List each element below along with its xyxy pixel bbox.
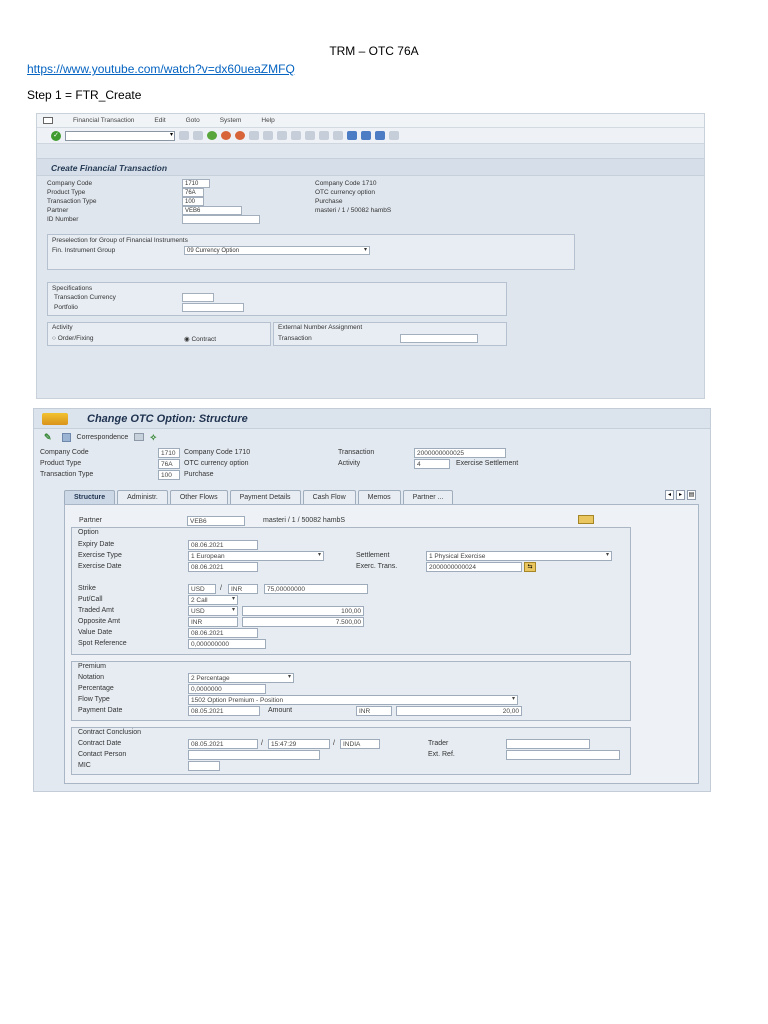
contract-date-separator: / bbox=[261, 740, 263, 747]
print-icon[interactable] bbox=[249, 131, 259, 140]
step-text: Step 1 = FTR_Create bbox=[27, 88, 142, 102]
tab-payment-details[interactable]: Payment Details bbox=[230, 490, 301, 504]
partner-value[interactable]: VEB6 bbox=[187, 516, 245, 526]
tab-memos[interactable]: Memos bbox=[358, 490, 401, 504]
partner-details-icon[interactable] bbox=[578, 515, 594, 524]
company-code-desc: Company Code 1710 bbox=[315, 180, 377, 187]
correspondence-icon[interactable] bbox=[62, 433, 71, 442]
partner-desc: masteri / 1 / 50082 hambS bbox=[315, 207, 392, 214]
external-number-title: External Number Assignment bbox=[278, 324, 363, 331]
activity-desc: Exercise Settlement bbox=[456, 460, 519, 467]
notation-select[interactable] bbox=[188, 673, 294, 683]
partner-desc: masteri / 1 / 50082 hambS bbox=[263, 517, 346, 524]
company-code-label: Company Code bbox=[40, 449, 89, 456]
first-page-icon[interactable] bbox=[291, 131, 301, 140]
menu-goto[interactable]: Goto bbox=[185, 117, 200, 124]
chevron-down-icon: ▾ bbox=[287, 674, 291, 680]
menu-edit[interactable]: Edit bbox=[154, 117, 166, 124]
transaction-label: Transaction bbox=[338, 449, 375, 456]
transaction-type-desc: Purchase bbox=[315, 198, 343, 205]
settings-icon[interactable]: ⟡ bbox=[150, 431, 157, 442]
put-call-value: 2 Call bbox=[191, 597, 208, 604]
find-next-icon[interactable] bbox=[277, 131, 287, 140]
value-date-input[interactable]: 08.06.2021 bbox=[188, 628, 258, 638]
back-navigation-icon[interactable] bbox=[207, 131, 217, 140]
next-page-icon[interactable] bbox=[319, 131, 329, 140]
contact-person-input[interactable] bbox=[188, 750, 320, 760]
exercise-type-value: 1 European bbox=[191, 553, 225, 560]
contact-person-label: Contact Person bbox=[78, 751, 127, 758]
opposite-amt-label: Opposite Amt bbox=[78, 618, 121, 625]
tab-cash-flow[interactable]: Cash Flow bbox=[303, 490, 356, 504]
partner-label: Partner bbox=[47, 207, 69, 214]
chevron-down-icon: ▾ bbox=[605, 552, 609, 558]
amount-currency-input[interactable]: INR bbox=[356, 706, 392, 716]
option-title: Option bbox=[78, 529, 99, 536]
transaction-type-label: Transaction Type bbox=[40, 471, 94, 478]
strike-currency-1[interactable]: USD bbox=[188, 584, 216, 594]
activity-group bbox=[47, 322, 271, 346]
tab-partner[interactable]: Partner ... bbox=[403, 490, 454, 504]
product-type-value: 76A bbox=[158, 459, 180, 469]
chevron-down-icon: ▾ bbox=[231, 607, 235, 613]
youtube-link[interactable]: https://www.youtube.com/watch?v=dx60ueaZMFQ bbox=[27, 62, 295, 76]
premium-section bbox=[71, 661, 631, 721]
traded-amt-input[interactable]: 100,00 bbox=[242, 606, 364, 616]
mic-input[interactable] bbox=[188, 761, 220, 771]
find-icon[interactable] bbox=[263, 131, 273, 140]
partner-input[interactable]: VEB6 bbox=[182, 206, 242, 215]
amount-label: Amount bbox=[268, 707, 293, 714]
menu-financial-transaction[interactable]: Financial Transaction bbox=[73, 117, 135, 124]
traded-currency-value: USD bbox=[191, 608, 205, 615]
shortcut-icon[interactable] bbox=[361, 131, 371, 140]
premium-title: Premium bbox=[78, 663, 107, 670]
title-bar bbox=[34, 409, 710, 429]
spot-reference-label: Spot Reference bbox=[78, 640, 127, 647]
ext-ref-label: Ext. Ref. bbox=[428, 751, 455, 758]
transaction-value: 2000000000025 bbox=[414, 448, 506, 458]
exercise-date-label: Exercise Date bbox=[78, 563, 122, 570]
strike-rate-input[interactable]: 75,00000000 bbox=[264, 584, 368, 594]
enter-icon[interactable]: ✓ bbox=[51, 131, 61, 141]
specifications-group bbox=[47, 282, 507, 316]
transaction-type-input[interactable]: 100 bbox=[182, 197, 204, 206]
spot-reference-input[interactable]: 0,000000000 bbox=[188, 639, 266, 649]
exerc-trans-link-icon[interactable]: ⇆ bbox=[524, 562, 536, 572]
amount-input[interactable]: 20,00 bbox=[396, 706, 522, 716]
settlement-select[interactable] bbox=[426, 551, 612, 561]
trader-label: Trader bbox=[428, 740, 449, 747]
structure-panel bbox=[64, 504, 699, 784]
tab-navigation bbox=[665, 490, 696, 500]
screen-title: Create Financial Transaction bbox=[37, 158, 704, 176]
tab-other-flows[interactable]: Other Flows bbox=[170, 490, 228, 504]
chevron-down-icon: ▾ bbox=[317, 552, 321, 558]
menu-bar bbox=[37, 114, 704, 128]
ext-ref-input[interactable] bbox=[506, 750, 620, 760]
tab-structure[interactable]: Structure bbox=[64, 490, 115, 504]
product-type-label: Product Type bbox=[40, 460, 82, 467]
percentage-label: Percentage bbox=[78, 685, 114, 692]
create-transaction-screenshot bbox=[36, 113, 705, 399]
command-field[interactable] bbox=[65, 131, 175, 141]
contract-time-input[interactable]: 15:47:29 bbox=[268, 739, 330, 749]
document-title: TRM – OTC 76A bbox=[329, 44, 419, 58]
product-type-desc: OTC currency option bbox=[315, 189, 375, 196]
expiry-date-input[interactable]: 08.06.2021 bbox=[188, 540, 258, 550]
layout-menu-icon[interactable] bbox=[389, 131, 399, 140]
tab-list-icon[interactable]: ▤ bbox=[688, 492, 695, 498]
traded-currency-select[interactable] bbox=[188, 606, 238, 616]
external-transaction-label: Transaction bbox=[278, 335, 312, 342]
transaction-currency-input[interactable] bbox=[182, 293, 214, 302]
fin-instrument-group-label: Fin. Instrument Group bbox=[52, 247, 116, 254]
contract-date-input[interactable]: 08.05.2021 bbox=[188, 739, 258, 749]
contract-conclusion-section bbox=[71, 727, 631, 775]
notation-label: Notation bbox=[78, 674, 105, 681]
contract-conclusion-title: Contract Conclusion bbox=[78, 729, 142, 736]
chevron-down-icon: ▾ bbox=[231, 596, 235, 602]
save-icon[interactable] bbox=[193, 131, 203, 140]
company-code-input[interactable]: 1710 bbox=[182, 179, 210, 188]
notation-value: 2 Percentage bbox=[191, 675, 230, 682]
strike-separator: / bbox=[220, 585, 222, 592]
traded-amt-label: Traded Amt bbox=[78, 607, 114, 614]
id-number-label: ID Number bbox=[47, 216, 79, 223]
tab-strip bbox=[64, 490, 453, 504]
payment-date-label: Payment Date bbox=[78, 707, 123, 714]
settlement-value: 1 Physical Exercise bbox=[429, 553, 486, 560]
transaction-type-value: 100 bbox=[158, 470, 180, 480]
preselection-group bbox=[47, 234, 575, 270]
menu-help[interactable]: Help bbox=[261, 117, 275, 124]
transaction-currency-label: Transaction Currency bbox=[54, 294, 116, 301]
strike-currency-2[interactable]: INR bbox=[228, 584, 258, 594]
external-transaction-input[interactable] bbox=[400, 334, 478, 343]
chevron-down-icon: ▾ bbox=[169, 131, 173, 138]
sap-logo-icon bbox=[42, 413, 68, 425]
back-icon[interactable] bbox=[179, 131, 189, 140]
product-type-input[interactable]: 76A bbox=[182, 188, 204, 197]
fin-instrument-group-value: 09 Currency Option bbox=[187, 248, 240, 254]
mic-label: MIC bbox=[78, 762, 91, 769]
menu-system[interactable]: System bbox=[219, 117, 242, 124]
last-page-icon[interactable] bbox=[333, 131, 343, 140]
exerc-trans-input[interactable]: 2000000000024 bbox=[426, 562, 522, 572]
settlement-label: Settlement bbox=[356, 552, 390, 559]
percentage-input[interactable]: 0,0000000 bbox=[188, 684, 266, 694]
display-change-icon[interactable]: ✎ bbox=[44, 431, 52, 442]
order-fixing-radio[interactable]: ○ Order/Fixing bbox=[52, 335, 94, 342]
product-type-desc: OTC currency option bbox=[184, 460, 249, 467]
fin-instrument-group-select[interactable] bbox=[184, 246, 370, 255]
screen-title: Change OTC Option: Structure bbox=[87, 412, 248, 425]
contract-date-label: Contract Date bbox=[78, 740, 122, 747]
exercise-type-select[interactable] bbox=[188, 551, 324, 561]
partner-label: Partner bbox=[79, 517, 102, 524]
put-call-label: Put/Call bbox=[78, 596, 103, 603]
external-number-group bbox=[273, 322, 507, 346]
put-call-select[interactable] bbox=[188, 595, 238, 605]
activity-title: Activity bbox=[52, 324, 73, 331]
contract-timezone-input[interactable]: INDIA bbox=[340, 739, 380, 749]
tab-administr[interactable]: Administr. bbox=[117, 490, 168, 504]
chevron-down-icon: ▾ bbox=[363, 247, 367, 253]
id-number-input[interactable] bbox=[182, 215, 260, 224]
company-code-value: 1710 bbox=[158, 448, 180, 458]
preselection-title: Preselection for Group of Financial Instruments bbox=[52, 237, 188, 244]
contract-radio[interactable]: ◉ Contract bbox=[184, 336, 217, 343]
transaction-type-desc: Purchase bbox=[184, 471, 214, 478]
value-date-label: Value Date bbox=[78, 629, 113, 636]
application-toolbar bbox=[34, 429, 710, 445]
exercise-date-input[interactable]: 08.06.2021 bbox=[188, 562, 258, 572]
tab-scroll-left-icon[interactable]: ◂ bbox=[665, 490, 674, 500]
document-icon[interactable] bbox=[134, 433, 144, 441]
transaction-type-label: Transaction Type bbox=[47, 198, 97, 205]
specifications-title: Specifications bbox=[52, 285, 93, 292]
company-code-desc: Company Code 1710 bbox=[184, 449, 251, 456]
company-code-label: Company Code bbox=[47, 180, 93, 187]
flow-type-value: 1502 Option Premium - Position bbox=[191, 697, 284, 704]
change-otc-option-screenshot bbox=[33, 408, 711, 792]
option-section bbox=[71, 527, 631, 655]
previous-page-icon[interactable] bbox=[305, 131, 315, 140]
trader-input[interactable] bbox=[506, 739, 590, 749]
correspondence-button[interactable]: Correspondence bbox=[76, 433, 129, 441]
tab-scroll-right-icon[interactable]: ▸ bbox=[676, 490, 685, 500]
activity-value: 4 bbox=[414, 459, 450, 469]
standard-toolbar bbox=[37, 128, 704, 144]
help-icon[interactable] bbox=[375, 131, 385, 140]
expiry-date-label: Expiry Date bbox=[78, 541, 115, 548]
chevron-down-icon: ▾ bbox=[511, 696, 515, 702]
cancel-icon[interactable] bbox=[235, 131, 245, 140]
portfolio-input[interactable] bbox=[182, 303, 244, 312]
exit-icon[interactable] bbox=[221, 131, 231, 140]
contract-time-separator: / bbox=[333, 740, 335, 747]
opposite-currency-input[interactable]: INR bbox=[188, 617, 238, 627]
order-fixing-label: Order/Fixing bbox=[57, 335, 94, 342]
contract-label: Contract bbox=[191, 336, 217, 343]
product-type-label: Product Type bbox=[47, 189, 86, 196]
flow-type-select[interactable] bbox=[188, 695, 518, 705]
exercise-type-label: Exercise Type bbox=[78, 552, 122, 559]
menu-icon[interactable] bbox=[43, 117, 53, 124]
payment-date-input[interactable]: 08.05.2021 bbox=[188, 706, 260, 716]
strike-label: Strike bbox=[78, 585, 96, 592]
activity-label: Activity bbox=[338, 460, 361, 467]
opposite-amt-input[interactable]: 7.500,00 bbox=[242, 617, 364, 627]
flow-type-label: Flow Type bbox=[78, 696, 110, 703]
exerc-trans-label: Exerc. Trans. bbox=[356, 563, 398, 570]
portfolio-label: Portfolio bbox=[54, 304, 78, 311]
new-session-icon[interactable] bbox=[347, 131, 357, 140]
